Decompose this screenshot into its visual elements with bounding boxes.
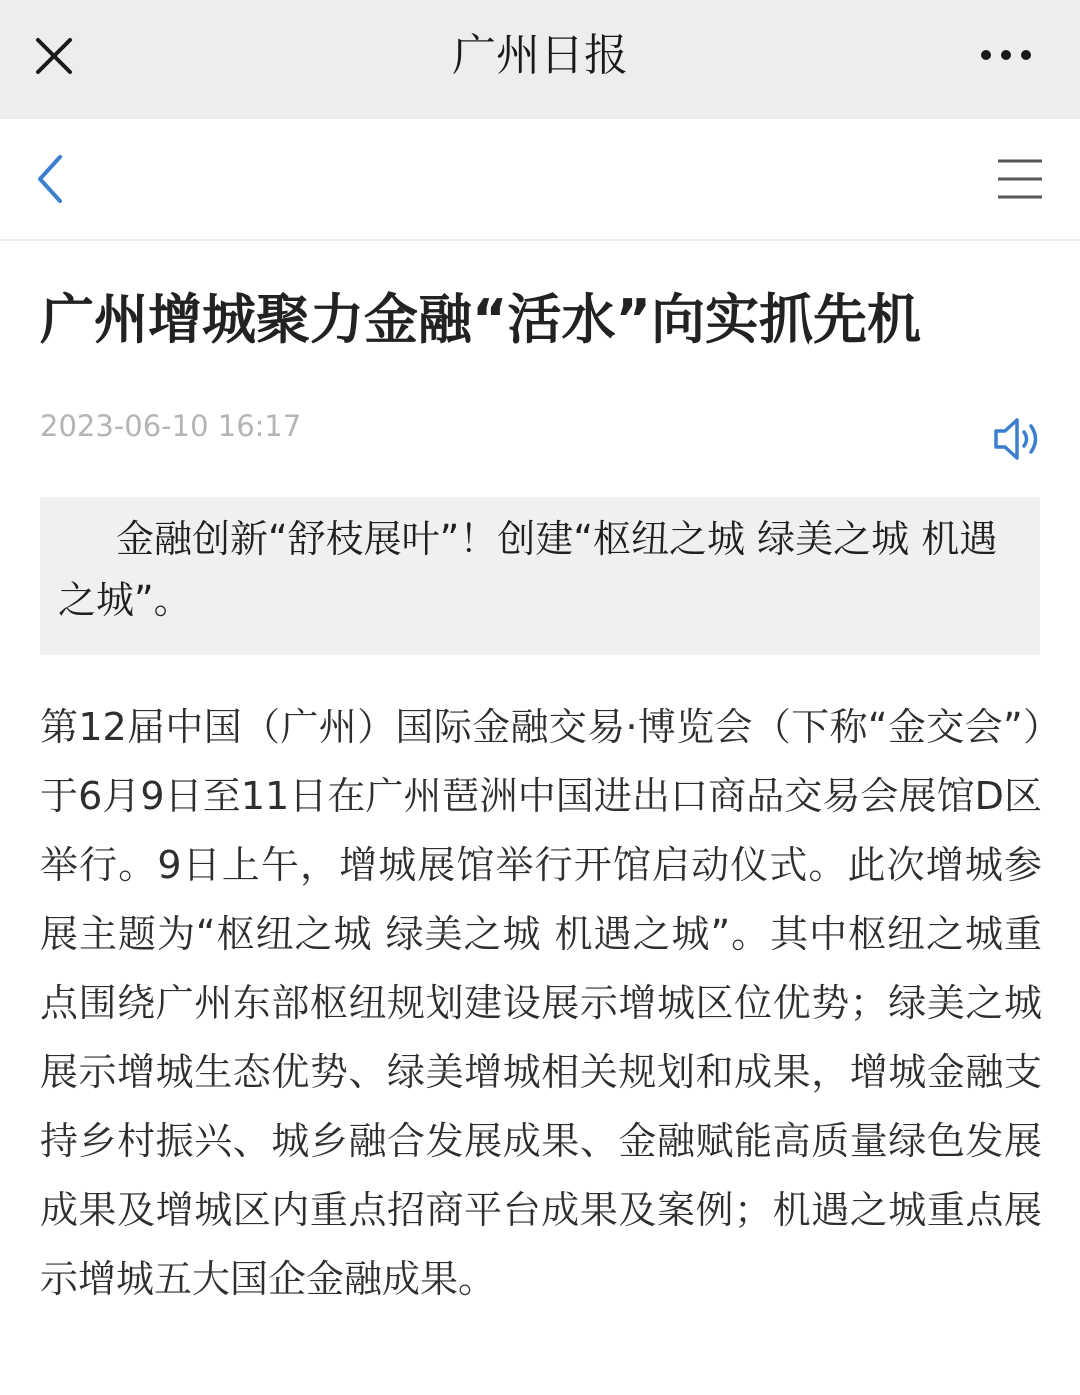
browser-top-bar — [0, 0, 1080, 119]
article-summary: 金融创新“舒枝展叶”！创建“枢纽之城 绿美之城 机遇之城”。 — [40, 497, 1040, 655]
menu-icon[interactable] — [996, 157, 1044, 201]
speaker-icon[interactable] — [992, 414, 1046, 464]
article-nav-bar — [0, 119, 1080, 241]
chevron-left-icon[interactable] — [30, 151, 74, 207]
more-dots-icon[interactable] — [978, 40, 1034, 70]
window-title: 广州日报 — [452, 30, 628, 81]
article-title: 广州增城聚力金融“活水”向实抓先机 — [40, 288, 921, 351]
publish-date: 2023-06-10 16:17 — [40, 409, 302, 443]
article-body: 第12届中国（广州）国际金融交易·博览会（下称“金交会”）于6月9日至11日在广州琶洲中国进出口商品交易会展馆D区举行。9日上午，增城展馆举行开馆启动仪式。此次增城参展主题为“枢纽之城 绿美之城 机遇之城”。其中枢纽之城重点围绕广州东部枢纽规划建设展示增城区位优势；绿美之城展示增城生态优势、绿美增城相关规划和成果，增城金融支持乡村振兴、城乡融合发展成果、金融赋能高质量绿色发展成果及增城区内重点招商平台成果及案例；机遇之城重点展示增城五大国企金融成果。 — [40, 705, 1042, 1301]
